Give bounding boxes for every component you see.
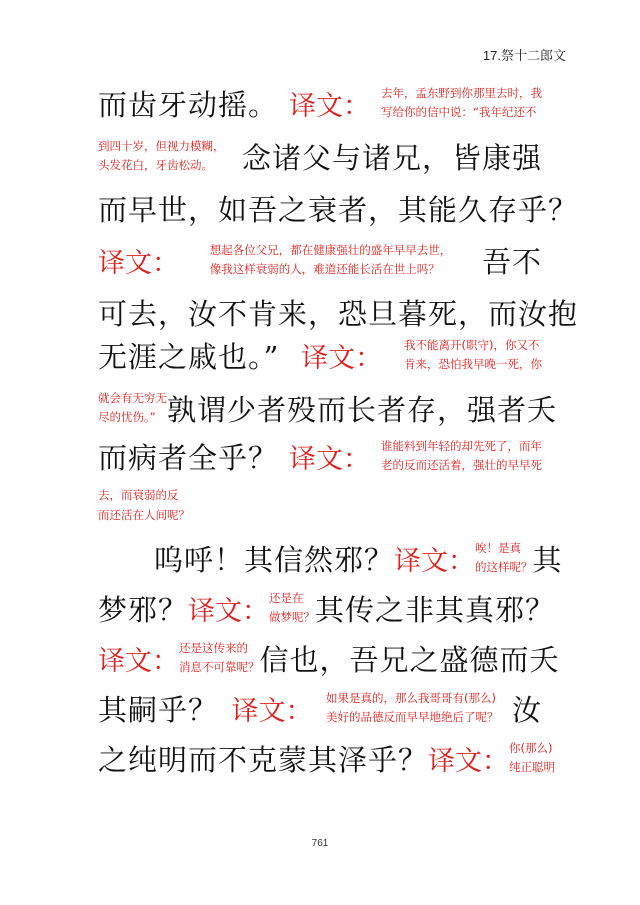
original-text: 吾不 xyxy=(481,244,542,279)
translation-note xyxy=(381,437,542,475)
text-line-6 xyxy=(98,327,542,383)
note-line: 的这样呢？ xyxy=(475,560,533,574)
original-text: 而齿牙动摇。 xyxy=(98,87,279,122)
original-text: 孰谓少者殁而长者存，强者夭 xyxy=(167,392,558,427)
translation-note xyxy=(210,241,452,279)
original-text: 而早世，如吾之衰者，其能久存乎？ xyxy=(98,192,579,227)
original-text: 汝 xyxy=(511,692,542,727)
text-line-3 xyxy=(98,180,579,236)
note-line: 我不能离开(职守)，你又不 xyxy=(403,338,540,352)
note-line: 老的反而还活着，强壮的早早死 xyxy=(380,458,542,472)
note-line: 做梦呢？ xyxy=(269,610,316,624)
translation-note xyxy=(475,539,533,577)
translation-note xyxy=(404,336,542,374)
translation-note xyxy=(269,589,315,627)
original-text: 呜呼！其信然邪？ xyxy=(154,542,395,577)
text-line-11 xyxy=(98,580,556,636)
translation-note xyxy=(509,739,555,777)
note-line: 肯来，恐怕我早晚一死，你 xyxy=(403,357,542,371)
note-line: 尽的忧伤。” xyxy=(98,410,156,424)
translation-label: 译文： xyxy=(98,247,179,279)
text-line-4 xyxy=(98,232,542,288)
note-line: 美好的品德反而早早地绝后了呢？ xyxy=(325,710,499,724)
original-text: 梦邪？ xyxy=(98,592,189,627)
original-text: 其传之非其真邪？ xyxy=(315,592,556,627)
translation-note xyxy=(179,639,260,677)
note-line: 你(那么) xyxy=(509,741,553,755)
note-line: 写给你的信中说：“我年纪还不 xyxy=(380,105,537,119)
page-number: 761 xyxy=(311,838,329,849)
translation-note-continued xyxy=(98,485,190,525)
original-text: 其 xyxy=(532,542,563,577)
note-line: 唉！是真 xyxy=(475,541,522,555)
translation-label: 译文： xyxy=(231,695,313,727)
note-line: 想起各位父兄，都在健康强壮的盛年早早去世， xyxy=(209,243,452,257)
translation-label: 译文： xyxy=(98,645,179,677)
text-line-8 xyxy=(98,428,542,484)
note-line: 消息不可靠呢？ xyxy=(179,660,260,674)
note-line: 谁能料到年轻的却先死了，而年 xyxy=(380,439,542,453)
note-line: 去年，孟东野到你那里去时，我 xyxy=(380,86,542,100)
translation-label: 译文： xyxy=(428,745,510,777)
note-line: 如果是真的，那么我哥哥有(那么) xyxy=(325,691,496,705)
note-line: 头发花白，牙齿松动。 xyxy=(98,158,213,172)
text-line-1 xyxy=(98,75,542,131)
text-line-10 xyxy=(154,530,563,586)
note-line: 而还活在人间呢？ xyxy=(98,508,190,522)
note-line: 去，而衰弱的反 xyxy=(98,488,179,502)
translation-note xyxy=(381,84,542,122)
original-text: 信也，吾兄之盛德而夭 xyxy=(259,642,560,677)
original-text: 念诸父与诸兄，皆康强 xyxy=(241,140,542,175)
text-line-2 xyxy=(98,128,542,184)
note-line: 就会有无穷无 xyxy=(98,391,167,405)
note-line: 到四十岁，但视力模糊， xyxy=(98,139,225,153)
note-line: 还是在 xyxy=(269,591,304,605)
text-line-12 xyxy=(98,630,560,686)
note-line: 像我这样衰弱的人，难道还能长活在世上吗？ xyxy=(209,262,440,276)
text-line-14 xyxy=(98,730,556,786)
translation-label: 译文： xyxy=(301,342,383,374)
original-text: 而病者全乎？ xyxy=(98,440,279,475)
original-text: 之纯明而不克蒙其泽乎？ xyxy=(98,742,429,777)
note-line: 还是这传来的 xyxy=(179,641,248,655)
original-text: 可去，汝不肯来，恐旦暮死，而汝抱 xyxy=(98,296,579,331)
translation-note xyxy=(98,137,225,175)
original-text: 无涯之戚也。” xyxy=(98,339,280,374)
translation-label: 译文： xyxy=(289,443,370,475)
original-text: 其嗣乎？ xyxy=(98,692,219,727)
text-line-13 xyxy=(98,680,542,736)
translation-label: 译文： xyxy=(188,595,270,627)
page-header-title: 17.祭十二郎文 xyxy=(482,48,566,63)
translation-note xyxy=(98,389,167,427)
note-line: 纯正聪明 xyxy=(509,760,556,774)
translation-label: 译文： xyxy=(289,90,370,122)
translation-label: 译文： xyxy=(394,545,476,577)
translation-note xyxy=(326,689,499,727)
